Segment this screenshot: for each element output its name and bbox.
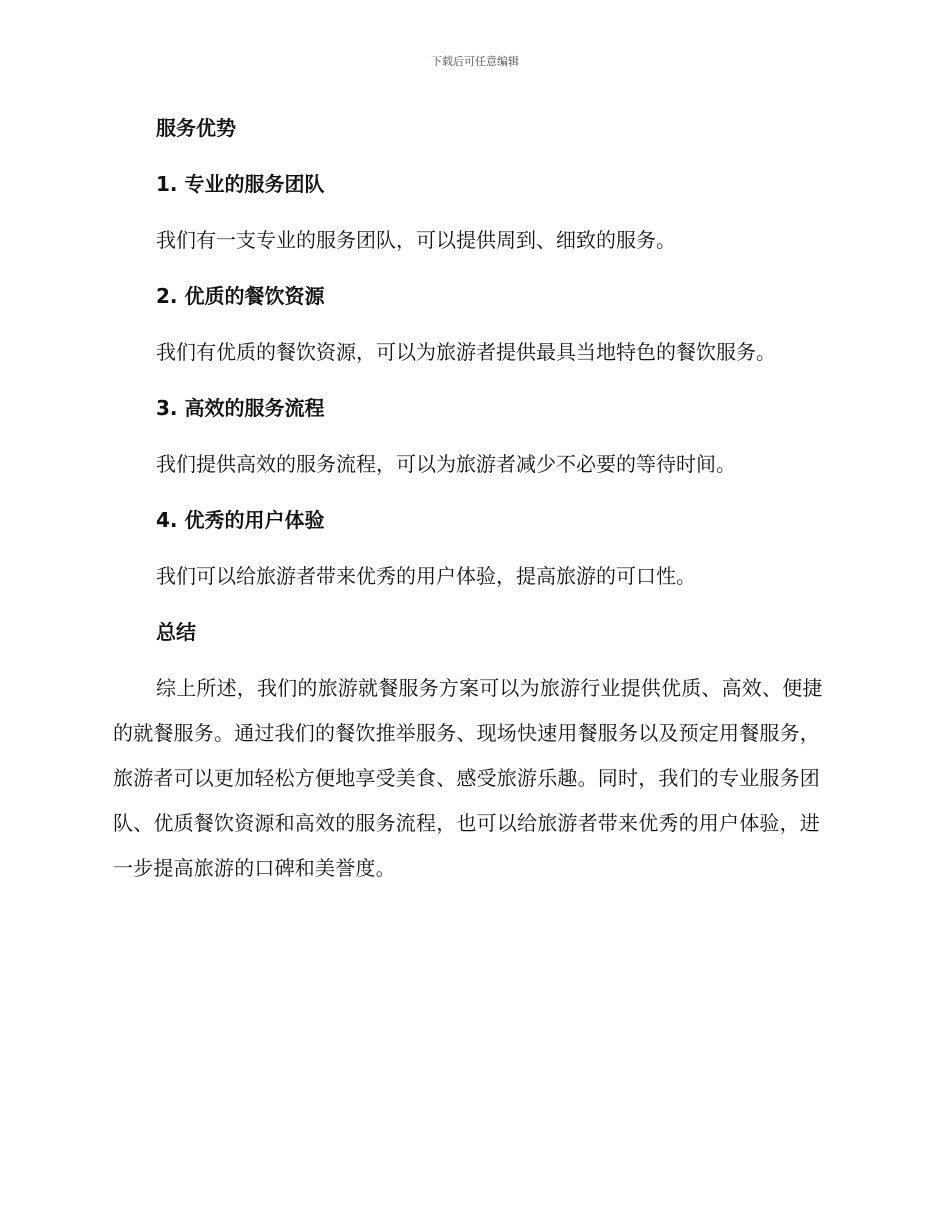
item-title-quality-dining: 2. 优质的餐饮资源	[156, 284, 325, 308]
section-title-advantages: 服务优势	[156, 116, 236, 140]
item-text-user-experience: 我们可以给旅游者带来优秀的用户体验，提高旅游的可口性。	[156, 564, 696, 588]
item-text-efficient-process: 我们提供高效的服务流程，可以为旅游者减少不必要的等待时间。	[156, 452, 736, 476]
section-title-summary: 总结	[156, 620, 196, 644]
item-title-professional-team: 1. 专业的服务团队	[156, 172, 325, 196]
item-text-professional-team: 我们有一支专业的服务团队，可以提供周到、细致的服务。	[156, 228, 676, 252]
item-title-efficient-process: 3. 高效的服务流程	[156, 396, 325, 420]
page-header-note: 下载后可任意编辑	[431, 55, 519, 68]
item-text-quality-dining: 我们有优质的餐饮资源，可以为旅游者提供最具当地特色的餐饮服务。	[156, 340, 776, 364]
item-title-user-experience: 4. 优秀的用户体验	[156, 508, 325, 532]
summary-paragraph: 综上所述，我们的旅游就餐服务方案可以为旅游行业提供优质、高效、便捷的就餐服务。通过我们的餐饮推举服务、现场快速用餐服务以及预定用餐服务，旅游者可以更加轻松方便地享受美食、感受旅游乐趣。同时，我们的专业服务团队、优质餐饮资源和高效的服务流程，也可以给旅游者带来优秀的用户体验，进一步提高旅游的口碑和美誉度。	[113, 676, 823, 880]
document-body	[113, 113, 833, 891]
